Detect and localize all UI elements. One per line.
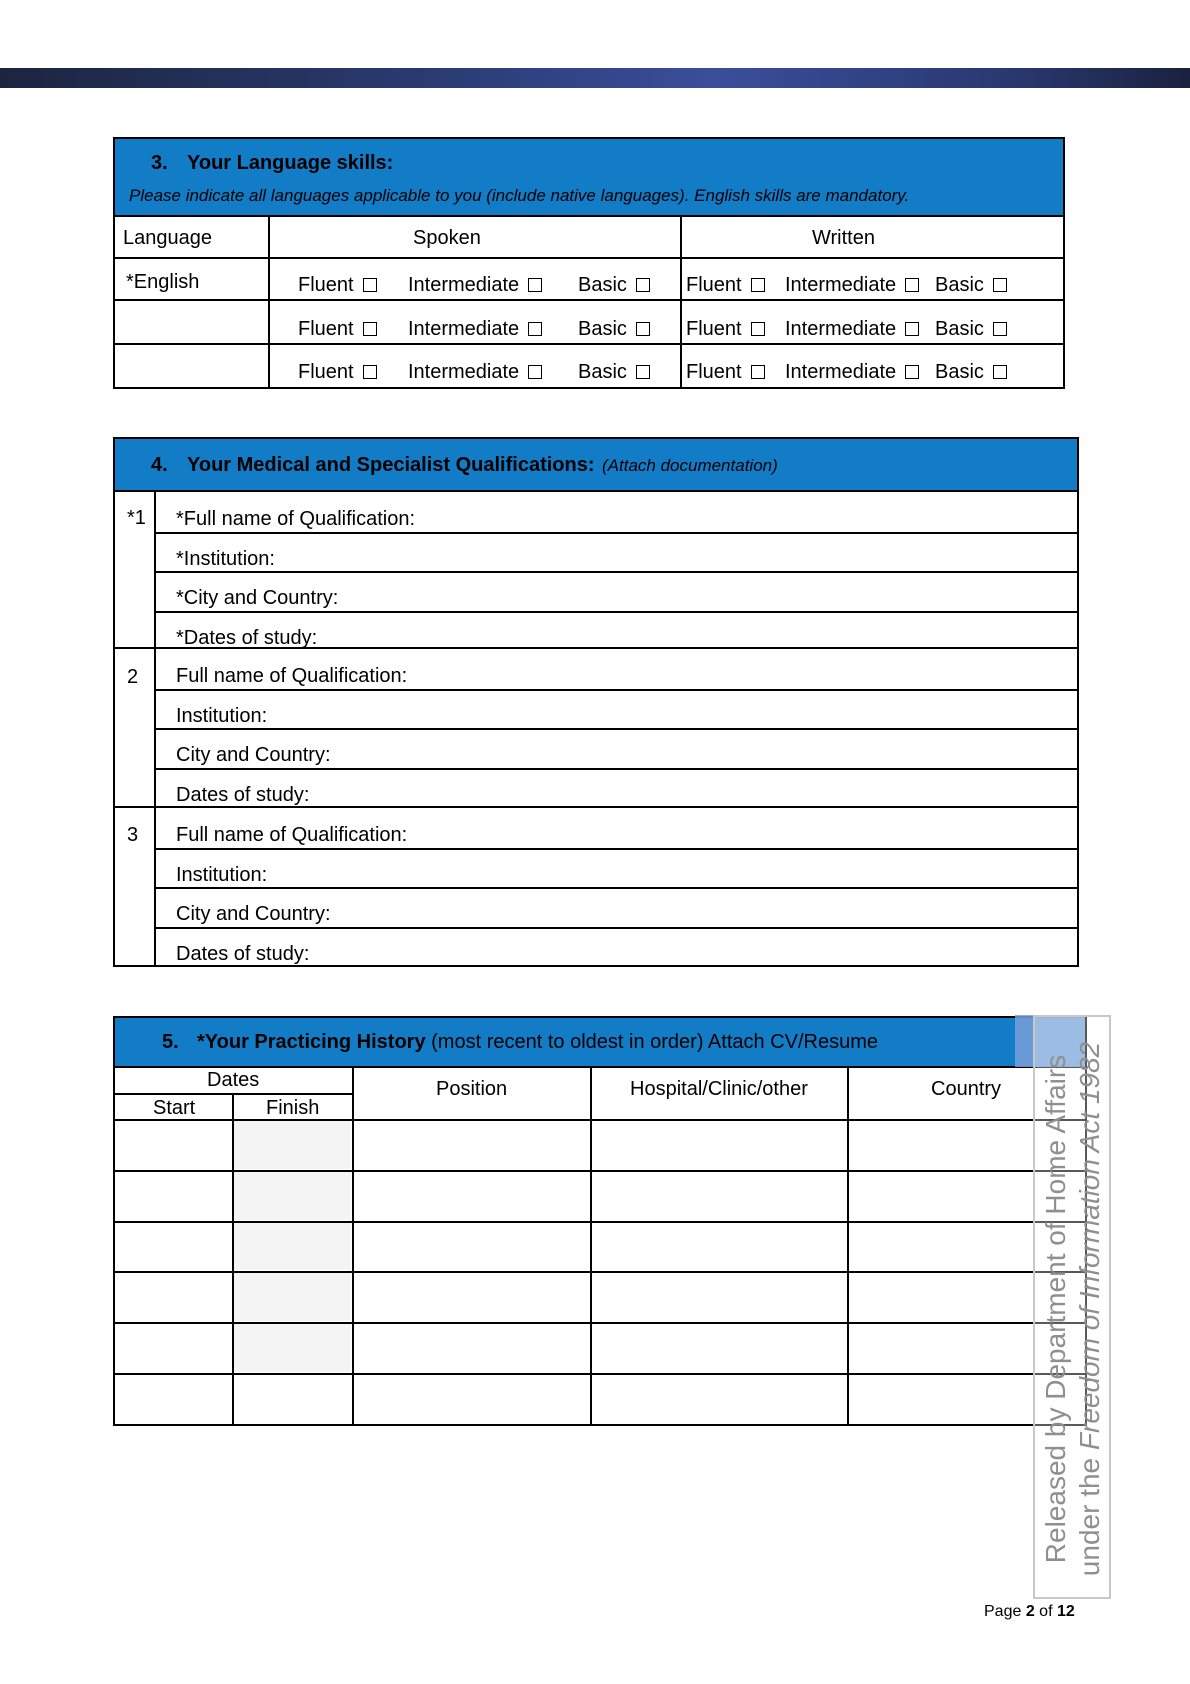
checkbox[interactable] bbox=[993, 322, 1007, 336]
column-header-written: Written bbox=[812, 227, 875, 249]
column-header-start: Start bbox=[153, 1097, 196, 1119]
qualification-3-field-input[interactable] bbox=[460, 812, 1070, 844]
history-row-divider bbox=[113, 1322, 1087, 1324]
option-label: Intermediate bbox=[408, 361, 520, 383]
history-row-divider bbox=[113, 1170, 1087, 1172]
qualification-3-field-input[interactable] bbox=[460, 852, 1070, 884]
qualification-1-field-input[interactable] bbox=[460, 575, 1070, 607]
checkbox[interactable] bbox=[993, 278, 1007, 292]
field-divider bbox=[154, 571, 1079, 573]
section3-title: Your Language skills: bbox=[187, 152, 394, 174]
section4-number: 4. bbox=[151, 454, 168, 476]
history-row-1-cell-2[interactable] bbox=[235, 1122, 350, 1167]
section3-instruction: Please indicate all languages applicable to you (include native languages). English skills are mandatory. bbox=[129, 186, 910, 205]
column-header-spoken: Spoken bbox=[413, 227, 481, 249]
option-label: Fluent bbox=[686, 361, 742, 383]
history-row-divider bbox=[113, 1424, 1087, 1426]
history-row-divider bbox=[113, 1271, 1087, 1273]
qualification-1-index: *1 bbox=[127, 507, 146, 529]
option-label: Basic bbox=[935, 361, 984, 383]
option-label: Basic bbox=[578, 274, 627, 296]
qualification-1-field-label: *Dates of study: bbox=[176, 626, 318, 649]
history-row-6-cell-1[interactable] bbox=[116, 1376, 230, 1421]
history-row-1-cell-1[interactable] bbox=[116, 1122, 230, 1167]
option-label: Intermediate bbox=[785, 274, 897, 296]
qualification-2-field-label: Dates of study: bbox=[176, 783, 310, 806]
field-divider bbox=[154, 848, 1079, 850]
checkbox[interactable] bbox=[751, 278, 765, 292]
field-divider bbox=[154, 728, 1079, 730]
top-decorative-bar bbox=[0, 68, 1190, 88]
field-divider bbox=[154, 532, 1079, 534]
field-divider bbox=[154, 927, 1079, 929]
qualification-2-field-label: Institution: bbox=[176, 704, 268, 727]
option-label: Basic bbox=[935, 318, 984, 340]
qualification-2-field-label: Full name of Qualification: bbox=[176, 665, 408, 687]
qualification-3-field-label: Full name of Qualification: bbox=[176, 824, 408, 846]
option-label: Basic bbox=[578, 318, 627, 340]
language-2-written-option[interactable] bbox=[686, 319, 765, 339]
history-row-1-cell-3[interactable] bbox=[355, 1122, 588, 1167]
qualification-2-field-input[interactable] bbox=[460, 772, 1070, 804]
checkbox[interactable] bbox=[636, 322, 650, 336]
language-1-spoken-option[interactable] bbox=[298, 275, 377, 295]
qualification-3-index: 3 bbox=[127, 824, 139, 846]
column-header-country: Country bbox=[931, 1078, 1002, 1100]
qualification-1-field-input[interactable] bbox=[460, 615, 1070, 647]
section3-header bbox=[113, 137, 1065, 217]
language-1-spoken-option[interactable] bbox=[578, 275, 650, 295]
language-3-spoken-option[interactable] bbox=[408, 362, 542, 382]
history-row-4-cell-2[interactable] bbox=[235, 1274, 350, 1319]
qualification-3-field-input[interactable] bbox=[460, 891, 1070, 923]
history-row-5-cell-3[interactable] bbox=[355, 1325, 588, 1370]
section5-title: *Your Practicing History bbox=[197, 1031, 426, 1053]
column-header-hospital: Hospital/Clinic/other bbox=[630, 1078, 808, 1100]
checkbox[interactable] bbox=[905, 365, 919, 379]
history-row-2-cell-3[interactable] bbox=[355, 1173, 588, 1218]
qualification-1-field-label: *Institution: bbox=[176, 547, 275, 570]
section5-subtitle: (most recent to oldest in order) Attach CV/Resume bbox=[431, 1031, 878, 1053]
checkbox[interactable] bbox=[636, 278, 650, 292]
page-number: Page 2 of 12 bbox=[984, 1603, 1075, 1620]
section3-number: 3. bbox=[151, 152, 168, 174]
checkbox[interactable] bbox=[363, 278, 377, 292]
option-label: Fluent bbox=[298, 361, 354, 383]
history-row-4-cell-3[interactable] bbox=[355, 1274, 588, 1319]
language-3-spoken-option[interactable] bbox=[578, 362, 650, 382]
qualification-3-field-input[interactable] bbox=[460, 931, 1070, 963]
column-header-position: Position bbox=[436, 1078, 508, 1100]
option-label: Fluent bbox=[686, 274, 742, 296]
checkbox[interactable] bbox=[905, 322, 919, 336]
option-label: Fluent bbox=[298, 318, 354, 340]
checkbox[interactable] bbox=[751, 322, 765, 336]
language-3-spoken-option[interactable] bbox=[298, 362, 377, 382]
language-1-written-option[interactable] bbox=[686, 275, 765, 295]
option-label: Intermediate bbox=[408, 318, 520, 340]
checkbox[interactable] bbox=[751, 365, 765, 379]
stamp-line-2: under the Freedom of Information Act 1982 bbox=[1074, 1041, 1105, 1577]
language-row-1-name[interactable]: *English bbox=[126, 271, 200, 293]
foi-release-stamp bbox=[1033, 1015, 1111, 1599]
checkbox[interactable] bbox=[528, 278, 542, 292]
option-label: Basic bbox=[935, 274, 984, 296]
qualification-3-field-label: Dates of study: bbox=[176, 942, 310, 965]
history-row-3-cell-3[interactable] bbox=[355, 1224, 588, 1269]
history-row-6-cell-3[interactable] bbox=[355, 1376, 588, 1421]
qualification-3-field-label: City and Country: bbox=[176, 903, 331, 925]
section4-note: (Attach documentation) bbox=[602, 456, 778, 475]
history-row-4-cell-4[interactable] bbox=[593, 1274, 845, 1319]
option-label: Intermediate bbox=[785, 318, 897, 340]
language-3-written-option[interactable] bbox=[935, 362, 1007, 382]
qualification-3-field-label: Institution: bbox=[176, 863, 268, 886]
field-divider bbox=[154, 768, 1079, 770]
qualification-1-field-input[interactable] bbox=[460, 496, 1070, 528]
history-row-5-cell-2[interactable] bbox=[235, 1325, 350, 1370]
checkbox[interactable] bbox=[528, 365, 542, 379]
option-label: Intermediate bbox=[408, 274, 520, 296]
history-row-5-cell-1[interactable] bbox=[116, 1325, 230, 1370]
history-row-divider bbox=[113, 1373, 1087, 1375]
language-3-written-option[interactable] bbox=[686, 362, 765, 382]
language-2-spoken-option[interactable] bbox=[408, 319, 542, 339]
option-label: Fluent bbox=[298, 274, 354, 296]
field-divider bbox=[154, 689, 1079, 691]
language-2-written-option[interactable] bbox=[785, 319, 919, 339]
column-header-finish: Finish bbox=[266, 1097, 320, 1119]
qualification-2-index: 2 bbox=[127, 666, 139, 688]
history-row-4-cell-1[interactable] bbox=[116, 1274, 230, 1319]
history-row-3-cell-1[interactable] bbox=[116, 1224, 230, 1269]
qualification-1-field-input[interactable] bbox=[460, 536, 1070, 568]
checkbox[interactable] bbox=[636, 365, 650, 379]
checkbox[interactable] bbox=[528, 322, 542, 336]
history-row-3-cell-4[interactable] bbox=[593, 1224, 845, 1269]
column-header-dates: Dates bbox=[207, 1069, 260, 1091]
qualification-2-field-input[interactable] bbox=[460, 653, 1070, 685]
checkbox[interactable] bbox=[993, 365, 1007, 379]
checkbox[interactable] bbox=[363, 322, 377, 336]
qualification-2-field-label: City and Country: bbox=[176, 744, 331, 766]
language-3-written-option[interactable] bbox=[785, 362, 919, 382]
section5-number: 5. bbox=[162, 1031, 179, 1053]
option-label: Fluent bbox=[686, 318, 742, 340]
history-row-2-cell-4[interactable] bbox=[593, 1173, 845, 1218]
language-2-spoken-option[interactable] bbox=[298, 319, 377, 339]
field-divider bbox=[154, 887, 1079, 889]
qualification-2-field-input[interactable] bbox=[460, 732, 1070, 764]
option-label: Intermediate bbox=[785, 361, 897, 383]
language-1-spoken-option[interactable] bbox=[408, 275, 542, 295]
option-label: Basic bbox=[578, 361, 627, 383]
column-header-language: Language bbox=[123, 227, 212, 249]
qualification-2-field-input[interactable] bbox=[460, 693, 1070, 725]
history-row-6-cell-2[interactable] bbox=[235, 1376, 350, 1421]
stamp-line-1: Released by Department of Home Affairs bbox=[1040, 1054, 1071, 1564]
history-row-2-cell-2[interactable] bbox=[235, 1173, 350, 1218]
checkbox[interactable] bbox=[905, 278, 919, 292]
history-row-1-cell-4[interactable] bbox=[593, 1122, 845, 1167]
history-row-2-cell-1[interactable] bbox=[116, 1173, 230, 1218]
language-1-written-option[interactable] bbox=[935, 275, 1007, 295]
history-row-divider bbox=[113, 1221, 1087, 1223]
language-2-spoken-option[interactable] bbox=[578, 319, 650, 339]
history-row-5-cell-4[interactable] bbox=[593, 1325, 845, 1370]
section5-heading bbox=[197, 1032, 878, 1052]
qualification-1-field-label: *Full name of Qualification: bbox=[176, 508, 416, 530]
history-row-6-cell-4[interactable] bbox=[593, 1376, 845, 1421]
field-divider bbox=[154, 611, 1079, 613]
language-2-written-option[interactable] bbox=[935, 319, 1007, 339]
section4-title: Your Medical and Specialist Qualifications: bbox=[187, 454, 595, 476]
language-1-written-option[interactable] bbox=[785, 275, 919, 295]
history-row-3-cell-2[interactable] bbox=[235, 1224, 350, 1269]
checkbox[interactable] bbox=[363, 365, 377, 379]
qualification-1-field-label: *City and Country: bbox=[176, 587, 339, 609]
